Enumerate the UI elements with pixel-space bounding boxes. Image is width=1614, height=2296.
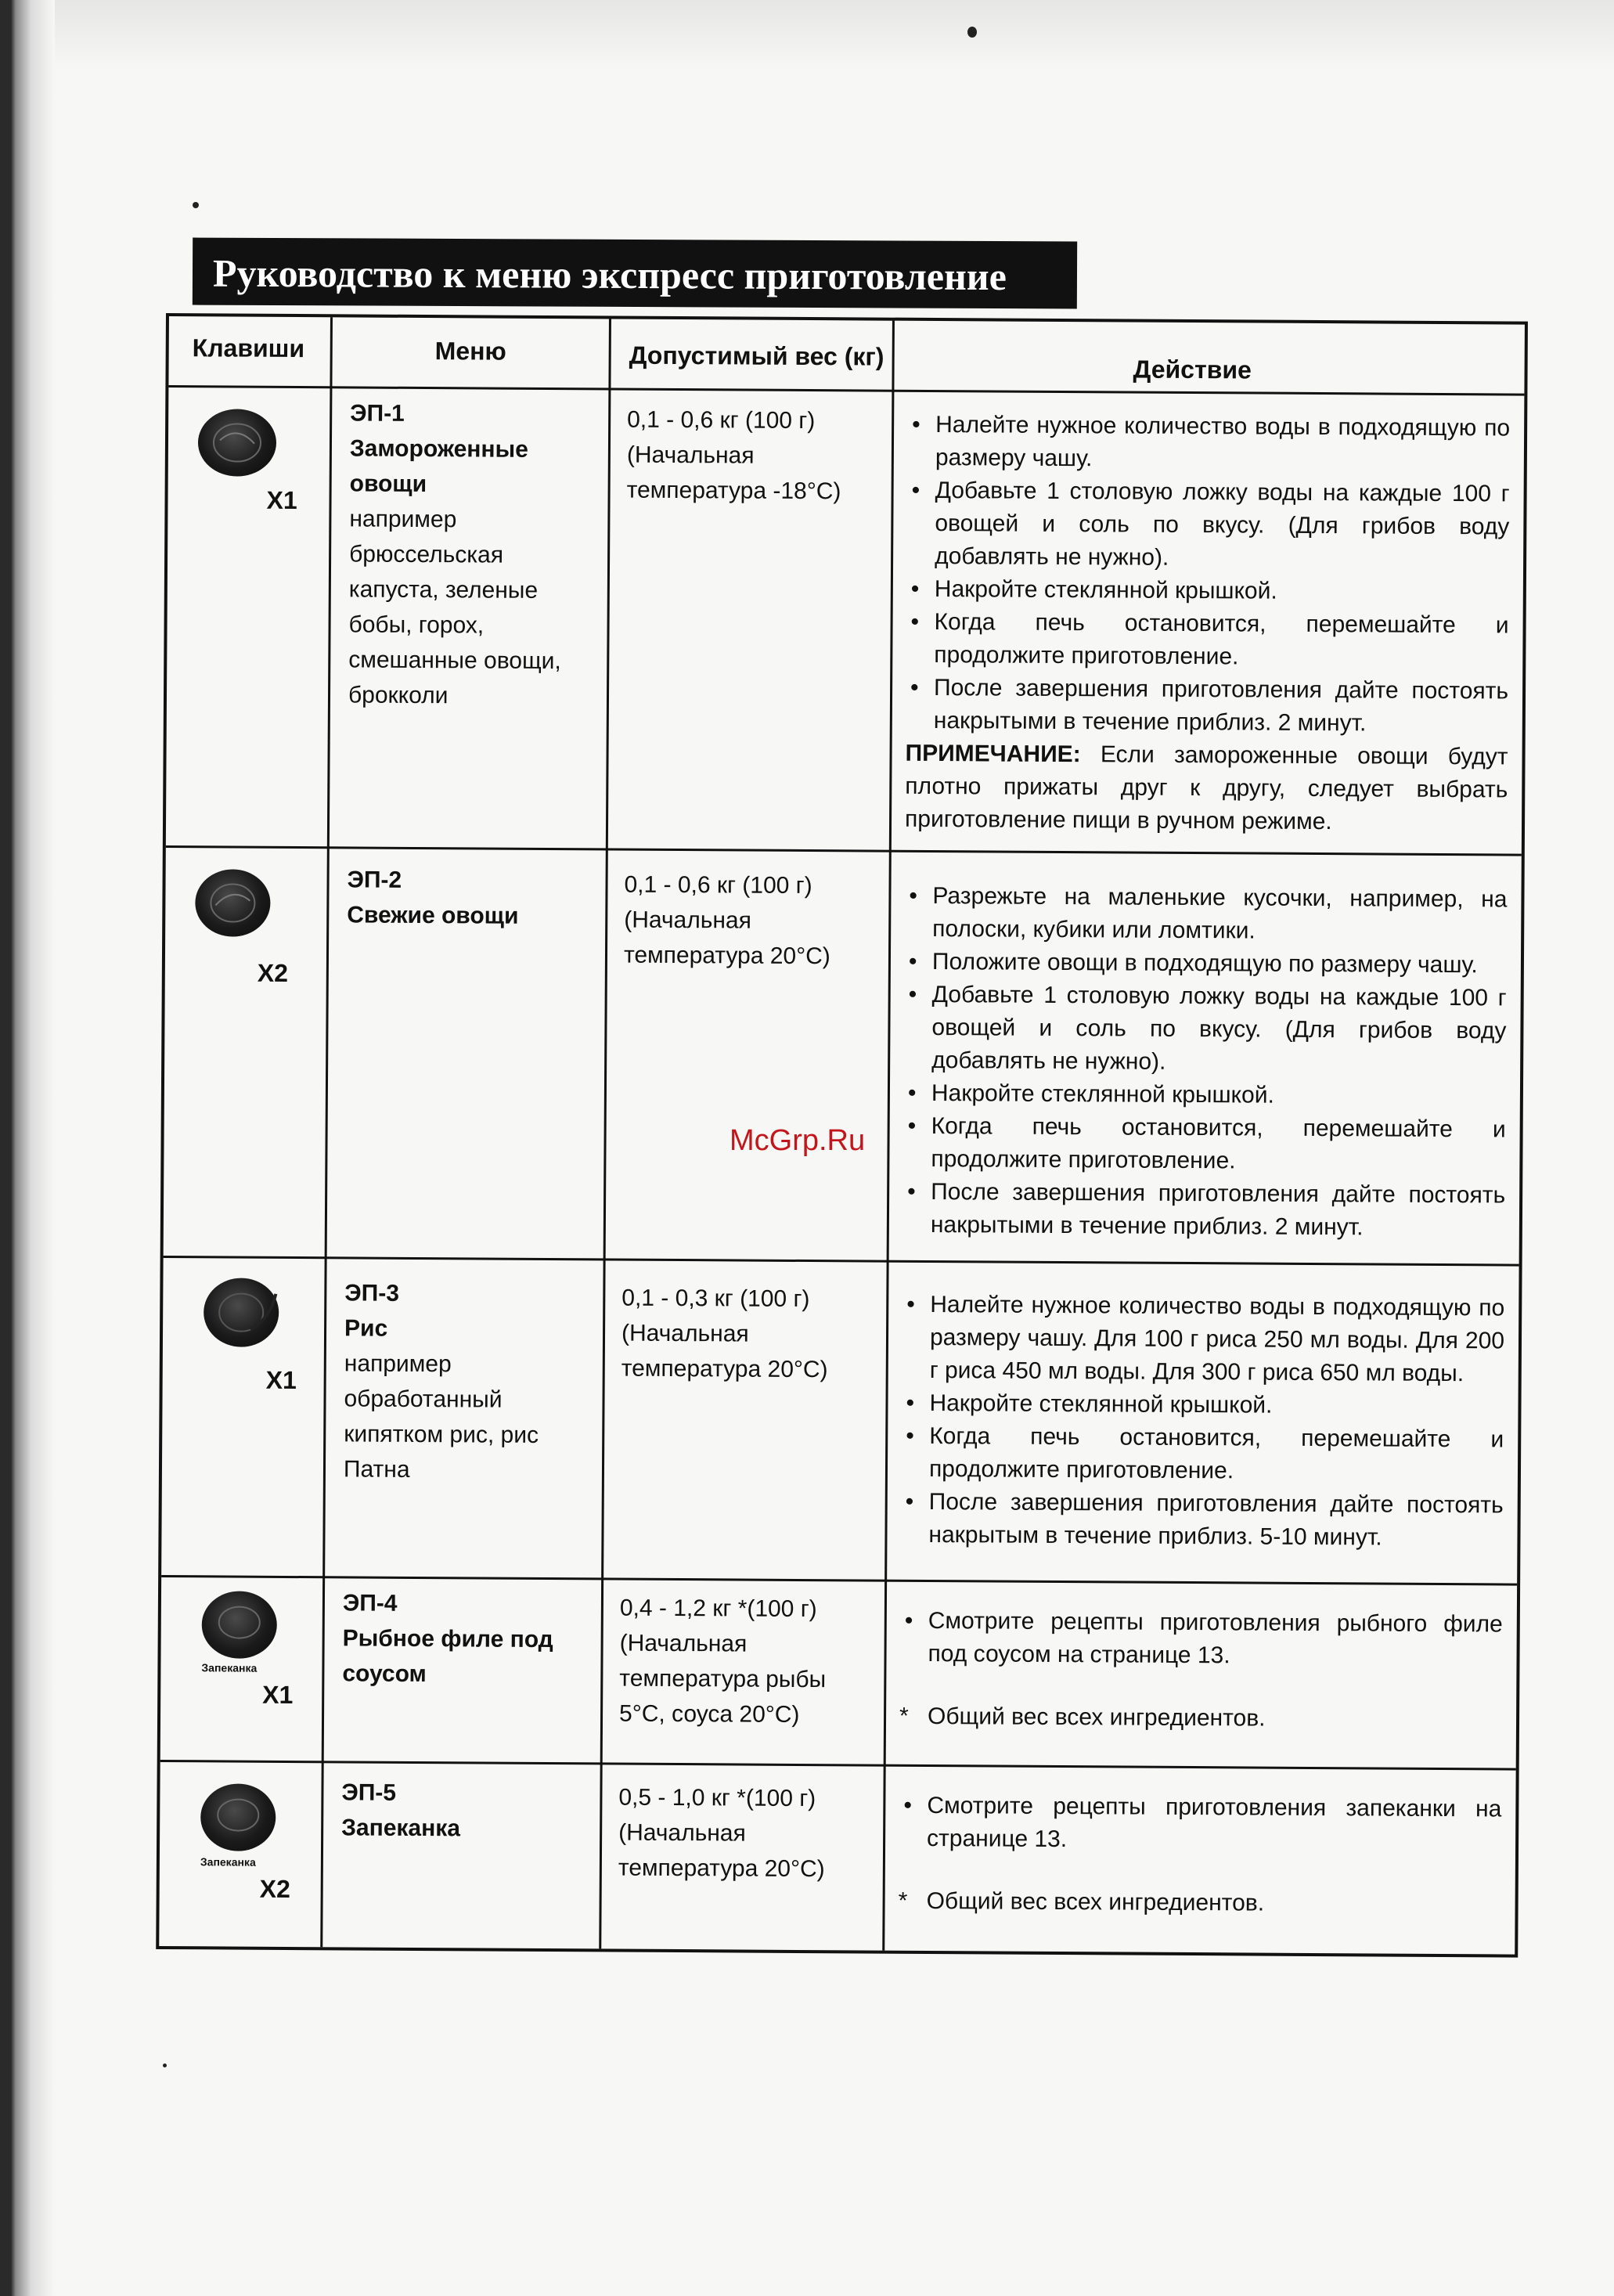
action-item: • Когда печь остановится, перемешайте и продолжите приготовление. [902,1110,1505,1180]
dial-texture-icon [202,1591,278,1659]
action-cell [902,880,1508,1245]
action-item: • Добавьте 1 столовую ложку воды на каждые 100 г овощей и соль по вкусу. (Для грибов воду добавлять не нужно). [903,979,1507,1081]
key-caption: Запеканка [200,1855,256,1869]
key-press-count: X1 [262,1680,294,1710]
menu-cell [344,1275,596,1488]
dust-speck [163,2064,167,2067]
weight-range: 0,4 - 1,2 кг *(100 г) [619,1595,817,1623]
action-item: • Налейте нужное количество воды в подходящую по размеру чашу. Для 100 г риса 250 мл воды. Для 200 г риса 450 мл воды. Для 300 г риса 650 мл воды. [902,1289,1505,1391]
weight-range: 0,1 - 0,6 кг (100 г) [624,871,812,899]
action-item: • После завершения приготовления дайте постоять накрытым в течение приблиз. 5-10 минут. [900,1486,1503,1555]
page-title [193,238,1077,309]
dust-speck [193,202,199,208]
dial-texture-icon [204,1278,279,1347]
scan-shadow-top [0,0,1614,70]
action-item: • Когда печь остановится, перемешайте и продолжите приготовление. [901,1420,1504,1490]
note-text: Если замороженные овощи будут плотно прижаты друг к другу, следует выбрать приготовление пищи в ручном режиме. [904,741,1508,835]
weight-cell [624,867,875,975]
menu-cell [348,395,600,714]
menu-name: Рис [344,1315,388,1342]
dial-texture-icon [200,1783,276,1851]
column-divider [599,319,611,1948]
express-key-icon [200,1783,276,1851]
menu-code: ЭП-2 [347,867,402,893]
menu-cell [342,1585,593,1692]
row-divider [160,1760,1516,1771]
weight-note: (Начальная температура рыбы 5°C, соуса 20°C) [618,1630,827,1728]
footnote-marker: * [898,1887,908,1914]
watermark: McGrp.Ru [730,1124,866,1157]
key-press-count: X1 [266,485,297,515]
dial-texture-icon [198,409,277,477]
key-press-count: X2 [259,1874,290,1904]
row-divider [161,1575,1517,1586]
action-item: • После завершения приготовления дайте постоять накрытыми в течение приблиз. 2 минут. [902,1176,1505,1245]
menu-cell [341,1775,593,1847]
action-item: • Смотрите рецепты приготовления запеканки на странице 13. [899,1790,1501,1859]
express-key-icon [195,869,271,937]
weight-note: (Начальная температура 20°C) [621,1320,828,1383]
action-item: • Накройте стеклянной крышкой. [906,573,1509,610]
row-divider [164,1256,1519,1267]
key-press-count: X1 [265,1365,297,1395]
row-divider [166,845,1522,856]
action-cell [900,1289,1504,1555]
menu-description: например обработанный кипятком рис, рис Патна [343,1350,539,1483]
page-title-text: Руководство к меню экспресс приготовление [212,251,1007,299]
footnote [898,1885,1501,1922]
action-item: • Добавьте 1 столовую ложку воды на каждые 100 г овощей и соль по вкусу. (Для грибов воду добавлять не нужно). [906,474,1510,577]
menu-name: Запеканка [341,1815,461,1842]
weight-cell [619,1591,870,1733]
header-menu: Меню [434,337,506,366]
footnote [899,1700,1502,1737]
weight-cell [626,402,877,510]
action-item: • Налейте нужное количество воды в подходящую по размеру чашу. [907,409,1510,478]
weight-cell [621,1281,873,1388]
menu-name: Замороженные овощи [349,435,529,498]
express-key-icon [204,1278,279,1347]
weight-note: (Начальная температура -18°C) [626,442,841,505]
weight-cell [618,1780,870,1887]
action-cell [898,1790,1501,1922]
header-weight: Допустимый вес (кг) [629,341,884,371]
key-press-count: X2 [257,958,289,987]
menu-code: ЭП-4 [342,1590,398,1617]
menu-name: Свежие овощи [347,902,519,929]
weight-range: 0,1 - 0,3 кг (100 г) [621,1285,810,1313]
action-item: • После завершения приготовления дайте постоять накрытыми в течение приблиз. 2 минут. [906,672,1508,741]
column-divider [882,321,895,1951]
weight-note: (Начальная температура 20°C) [623,907,830,970]
note [905,737,1508,840]
note-label: ПРИМЕЧАНИЕ: [905,740,1081,768]
footnote-text: Общий вес всех ингредиентов. [926,1887,1265,1916]
column-divider [320,317,333,1947]
action-item: • Положите овощи в подходящую по размеру чашу. [904,946,1507,982]
footnote-text: Общий вес всех ингредиентов. [927,1703,1266,1732]
weight-range: 0,5 - 1,0 кг *(100 г) [618,1784,816,1812]
menu-code: ЭП-5 [341,1779,397,1806]
key-caption: Запеканка [201,1661,258,1674]
weight-range: 0,1 - 0,6 кг (100 г) [627,406,816,434]
dial-texture-icon [195,869,271,937]
action-item: • Смотрите рецепты приготовления рыбного филе под соусом на странице 13. [899,1605,1502,1674]
action-item: • Накройте стеклянной крышкой. [903,1077,1506,1114]
scan-shadow-left [0,0,55,2296]
action-cell [905,409,1510,840]
weight-note: (Начальная температура 20°C) [618,1819,825,1883]
menu-code: ЭП-1 [350,400,405,427]
express-key-icon [202,1591,278,1659]
header-action: Действие [1133,355,1252,384]
menu-cell [347,862,598,934]
action-item: • Разрежьте на маленькие кусочки, например, на полоски, кубики или ломтики. [904,880,1507,950]
dust-speck [967,27,977,38]
action-item: • Накройте стеклянной крышкой. [901,1387,1504,1424]
header-keys: Клавиши [192,333,305,363]
footnote-marker: * [899,1703,909,1729]
express-key-icon [198,409,277,477]
row-divider [168,385,1524,396]
menu-code: ЭП-3 [344,1280,400,1307]
action-cell [899,1605,1503,1737]
action-item: • Когда печь остановится, перемешайте и продолжите приготовление. [906,606,1508,676]
menu-description: например брюссельская капуста, зеленые бобы, горох, смешанные овощи, брокколи [348,506,561,709]
menu-name: Рыбное филе под соусом [342,1625,553,1688]
